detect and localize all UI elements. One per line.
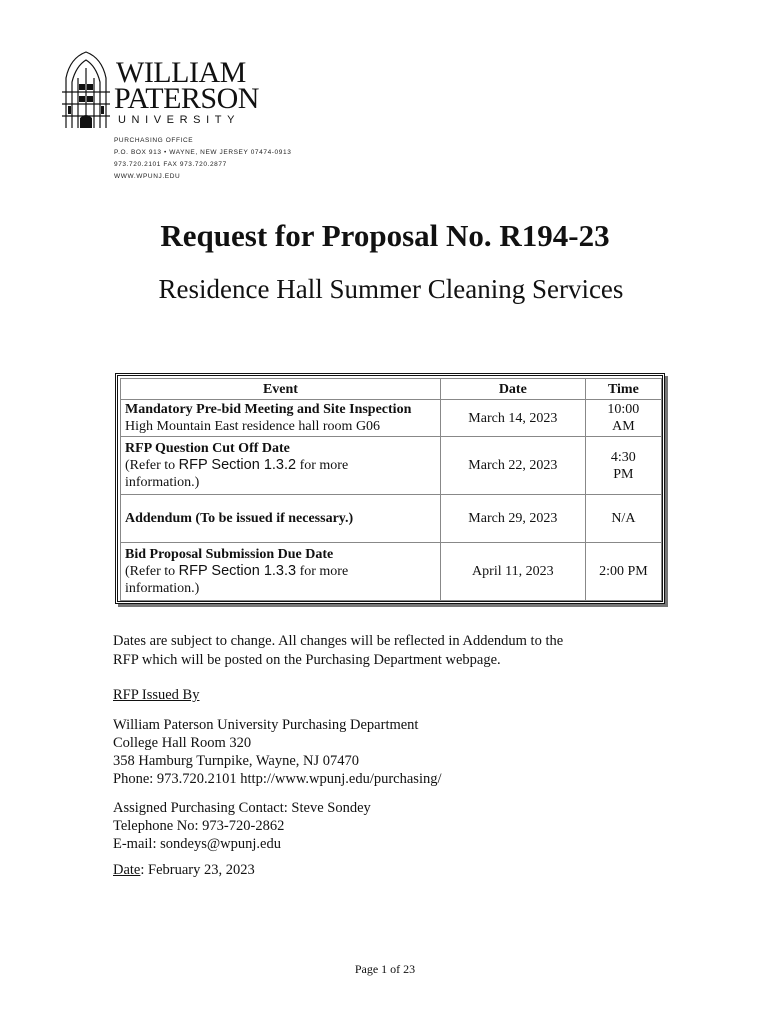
header-date: Date <box>440 379 585 400</box>
time-cell <box>585 400 661 437</box>
ref-prefix: (Refer to <box>125 458 179 473</box>
event-reference <box>125 563 436 580</box>
date-cell: March 22, 2023 <box>440 437 585 495</box>
event-cell: Addendum (To be issued if necessary.) <box>121 495 441 543</box>
table-row <box>121 437 662 495</box>
event-title: Mandatory Pre-bid Meeting and Site Inspection <box>125 402 412 417</box>
notice-line2: RFP which will be posted on the Purchasing Department webpage. <box>113 652 501 668</box>
time-cell: 2:00 PM <box>585 543 661 601</box>
event-cell <box>121 400 441 437</box>
date-label: Date <box>113 862 141 878</box>
document-subtitle: Residence Hall Summer Cleaning Services <box>158 274 624 304</box>
contact-line1: Assigned Purchasing Contact: Steve Sondey <box>113 800 371 816</box>
time-line1: 10:00 <box>607 402 640 417</box>
table-row <box>121 400 662 437</box>
page-number: Page 1 of 23 <box>354 962 416 976</box>
table-row <box>121 495 662 543</box>
date-cell: March 29, 2023 <box>440 495 585 543</box>
issuer-line1: William Paterson University Purchasing Department <box>113 717 419 733</box>
logo-name-line3: UNIVERSITY <box>118 114 241 126</box>
logo-name-line2: PATERSON <box>114 82 259 115</box>
issue-date <box>113 861 255 879</box>
university-seal-logo <box>60 48 112 130</box>
rfp-section-link[interactable]: RFP Section 1.3.3 <box>178 563 297 579</box>
event-detail: High Mountain East residence hall room G06 <box>125 419 381 434</box>
header-event: Event <box>121 379 441 400</box>
document-title: Request for Proposal No. R194-23 <box>160 218 610 253</box>
issued-by-heading: RFP Issued By <box>113 687 200 703</box>
rfp-section-link[interactable]: RFP Section 1.3.2 <box>178 457 297 473</box>
date-value: : February 23, 2023 <box>140 862 255 878</box>
event-cell <box>121 437 441 495</box>
event-cell <box>121 543 441 601</box>
ref-suffix: for more <box>296 458 349 473</box>
letterhead-phone: 973.720.2101 FAX 973.720.2877 <box>114 161 227 168</box>
notice-line1: Dates are subject to change. All changes will be reflected in Addendum to the <box>113 633 564 649</box>
letterhead-web: WWW.WPUNJ.EDU <box>114 173 181 180</box>
time-line2: PM <box>613 466 634 482</box>
event-title: RFP Question Cut Off Date <box>125 441 290 456</box>
issuer-line3: 358 Hamburg Turnpike, Wayne, NJ 07470 <box>113 753 360 769</box>
time-line1: 4:30 <box>610 449 636 465</box>
time-cell <box>585 437 661 495</box>
ref-tail: information.) <box>125 581 200 596</box>
logo-name-line1: WILLIAM <box>116 56 246 89</box>
header-time: Time <box>585 379 661 400</box>
letterhead-address: P.O. BOX 913 • WAYNE, NEW JERSEY 07474-0913 <box>114 149 292 156</box>
table-row <box>121 543 662 601</box>
contact-line2: Telephone No: 973-720-2862 <box>113 818 285 834</box>
issuer-line2: College Hall Room 320 <box>113 735 252 751</box>
ref-prefix: (Refer to <box>125 564 179 579</box>
date-cell: April 11, 2023 <box>440 543 585 601</box>
event-reference <box>125 457 436 474</box>
event-title: Bid Proposal Submission Due Date <box>125 547 334 562</box>
ref-suffix: for more <box>296 564 349 579</box>
time-cell: N/A <box>585 495 661 543</box>
ref-tail: information.) <box>125 475 200 490</box>
letterhead-office: PURCHASING OFFICE <box>114 137 194 144</box>
table-header-row <box>121 379 662 400</box>
issuer-line4[interactable]: Phone: 973.720.2101 http://www.wpunj.edu/purchasing/ <box>113 771 442 787</box>
date-cell: March 14, 2023 <box>440 400 585 437</box>
schedule-table <box>115 373 665 604</box>
time-line2: AM <box>612 419 635 434</box>
contact-email[interactable]: E-mail: sondeys@wpunj.edu <box>113 836 281 852</box>
